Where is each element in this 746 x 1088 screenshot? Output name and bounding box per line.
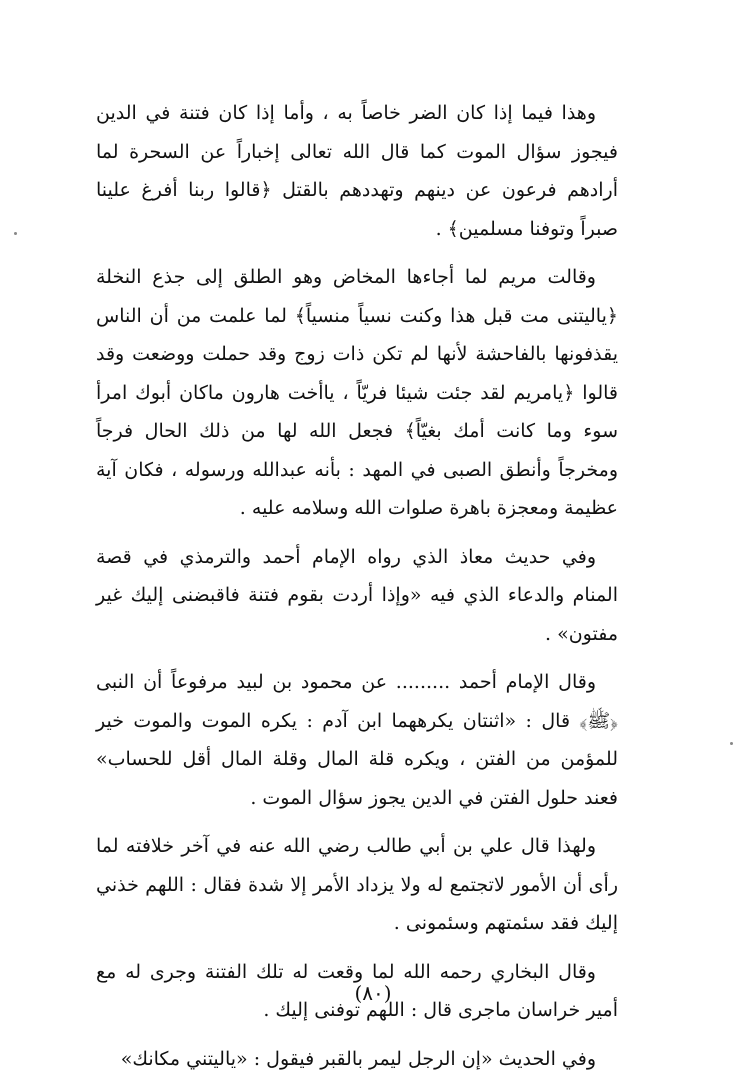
paragraph-3: وفي حديث معاذ الذي رواه الإمام أحمد والترمذي في قصة المنام والدعاء الذي فيه «وإذا أردت بقوم فتنة فاقبضنى إليك غير مفتون» . xyxy=(96,545,618,645)
paragraph-4: وقال الإمام أحمد ......... عن محمود بن لبيد مرفوعاً أن النبى ﴿ﷺ﴾ قال : «اثنتان يكرههما ابن آدم : يكره الموت والموت خير للمؤمن من الفتن ، ويكره قلة المال وقلة المال أقل للحساب» فعند حلول الفتن في الدين يجوز سؤال الموت . xyxy=(96,671,618,809)
paragraph-5: ولهذا قال علي بن أبي طالب رضي الله عنه في آخر خلافته لما رأى أن الأمور لاتجتمع له ولا يزداد الأمر إلا شدة فقال : اللهم خذني إليك فقد سئمتهم وسئمونى . xyxy=(96,835,619,934)
page-number: (٨٠) xyxy=(354,981,392,1005)
scan-speck xyxy=(730,742,733,745)
body-text xyxy=(96,94,618,1088)
scan-speck xyxy=(14,232,17,235)
paragraph-1: وهذا فيما إذا كان الضر خاصاً به ، وأما إذا كان فتنة في الدين فيجوز سؤال الموت كما قال الله تعالى إخباراً عن السحرة لما أرادهم فرعون عن دينهم وتهددهم بالقتل ﴿قالوا ربنا أفرغ علينا صبراً وتوفنا مسلمين﴾ . xyxy=(96,102,618,240)
paragraph-7: وفي الحديث «إن الرجل ليمر بالقبر فيقول : «ياليتني مكانك» xyxy=(120,1047,596,1070)
paragraph-2: وقالت مريم لما أجاءها المخاض وهو الطلق إلى جذع النخلة ﴿ياليتنى مت قبل هذا وكنت نسياً منسياً﴾ لما علمت من أن الناس يقذفونها بالفاحشة لأنها لم تكن ذات زوج وقد حملت ووضعت وقد قالوا ﴿يامريم لقد جئت شيئا فريّاً ، ياأخت هارون ماكان أبوك امرأ سوء وما كانت أمك بغيّاً﴾ فجعل الله لها من ذلك الحال فرجاً ومخرجاً وأنطق الصبى في المهد : بأنه عبدالله ورسوله ، فكان آية عظيمة ومعجزة باهرة صلوات الله وسلامه عليه . xyxy=(96,266,618,519)
paragraph-6: وقال البخاري رحمه الله لما وقعت له تلك الفتنة وجرى له مع أمير خراسان ماجرى قال : اللهم توفنى إليك . xyxy=(96,960,618,1021)
